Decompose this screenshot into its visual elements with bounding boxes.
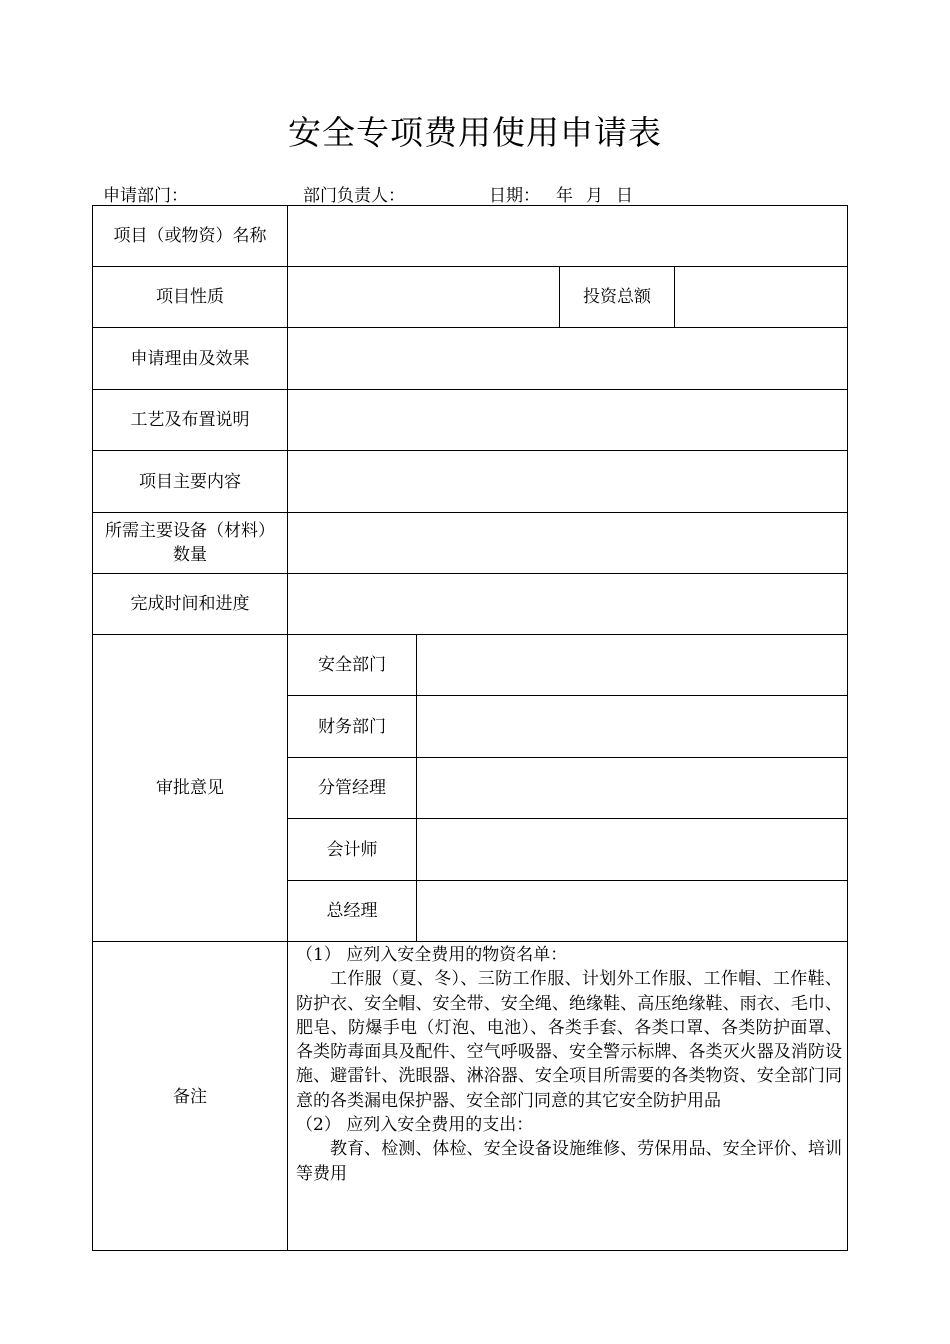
equipment-label-line1: 所需主要设备（材料） — [105, 521, 275, 541]
process-label: 工艺及布置说明 — [130, 410, 250, 430]
date-day: 日 — [616, 186, 633, 206]
investment-total-label: 投资总额 — [583, 287, 651, 307]
approver-finance-dept: 财务部门 — [318, 716, 386, 737]
equipment-label-line2: 数量 — [173, 545, 207, 565]
notes-item2-body: 教育、检测、体检、安全设备设施维修、劳保用品、安全评价、培训等费用 — [296, 1139, 842, 1184]
date-year: 年 — [556, 186, 573, 206]
main-content-label: 项目主要内容 — [139, 471, 241, 492]
approver-division-manager: 分管经理 — [318, 778, 386, 798]
notes-item1-heading: （1） 应列入安全费用的物资名单： — [296, 945, 568, 965]
approval-label: 审批意见 — [156, 778, 224, 798]
approver-accountant: 会计师 — [326, 839, 378, 860]
reason-label: 申请理由及效果 — [130, 348, 250, 369]
form-title: 安全专项费用使用申请表 — [288, 113, 662, 152]
project-nature-label: 项目性质 — [156, 287, 224, 307]
applying-dept-label: 申请部门： — [103, 186, 188, 206]
approver-safety-dept: 安全部门 — [318, 655, 386, 675]
date-label: 日期： — [489, 186, 540, 206]
investment-value-divider — [674, 266, 675, 327]
equipment-label — [93, 513, 287, 573]
remarks-content — [296, 943, 842, 1186]
notes-item1-body: 工作服（夏、冬）、三防工作服、计划外工作服、工作帽、工作鞋、防护衣、安全帽、安全带、安全绳、绝缘鞋、高压绝缘鞋、雨衣、毛巾、肥皂、防爆手电（灯泡、电池）、各类手套、各类口罩、各类防护面罩、各类防毒面具及配件、空气呼吸器、安全警示标牌、各类灭火器及消防设施、避雷针、洗眼器、淋浴器、安全项目所需要的各类物资、安全部门同意的各类漏电保护器、安全部门同意的其它安全防护用品 — [296, 969, 842, 1111]
notes-item2-heading: （2） 应列入安全费用的支出： — [296, 1115, 534, 1136]
schedule-label: 完成时间和进度 — [130, 594, 250, 614]
project-name-label: 项目（或物资）名称 — [113, 226, 267, 246]
approver-general-manager: 总经理 — [326, 901, 378, 921]
approver-column-divider — [416, 634, 417, 941]
date-month: 月 — [586, 186, 603, 206]
remarks-label: 备注 — [173, 1086, 207, 1107]
dept-leader-label: 部门负责人： — [303, 186, 405, 206]
